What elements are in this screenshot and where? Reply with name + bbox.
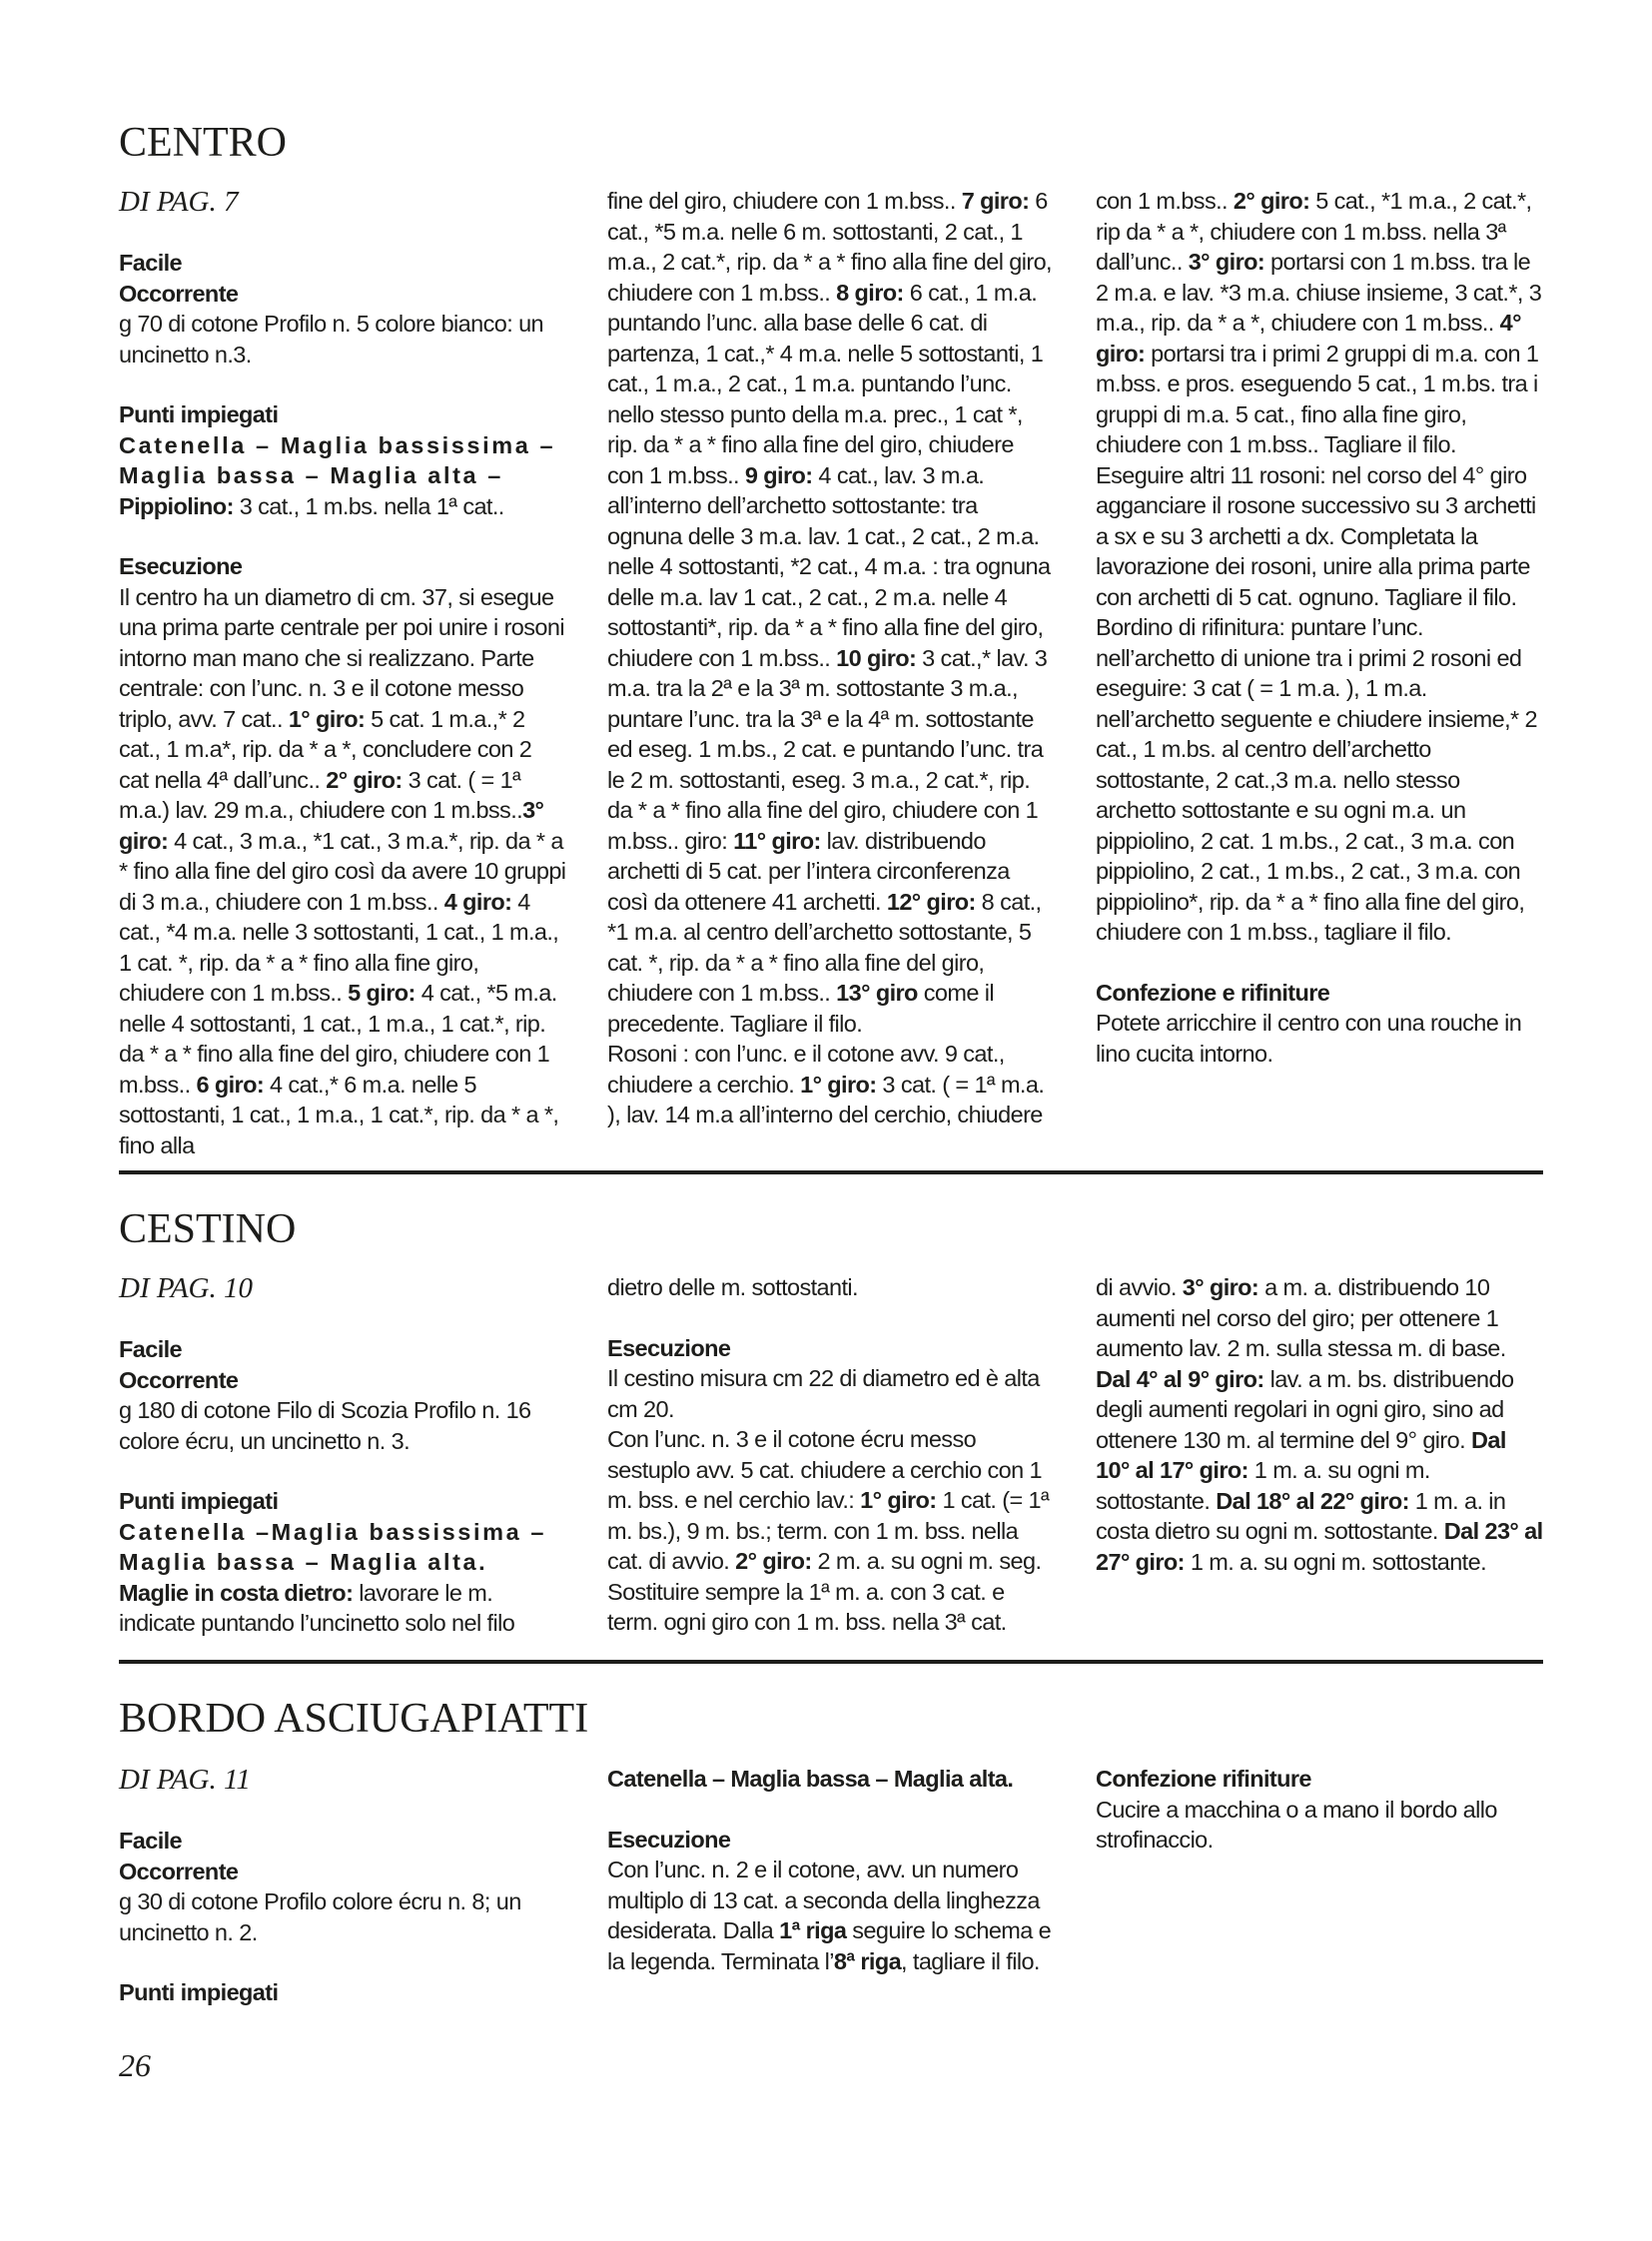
punti-list: Catenella –Maglia bassissima – Maglia bassa – Maglia alta. [119,1518,547,1575]
column-text: fine del giro, chiudere con 1 m.bss.. 7 giro: 6 cat., *5 m.a. nelle 6 m. sottostanti, 2 cat., 1 m.a., 2 cat.*, rip. da * a * fino alla fine del giro, chiudere con 1 m.bss.. 8 giro: 6 cat., 1 m.a. puntando l’unc. alla base delle 6 cat. di partenza, 1 cat.,* 4 m.a. nelle 5 sottostanti, 1 cat., 1 m.a., 2 cat., 1 m.a. puntando l’unc. nello stesso punto della m.a. prec., 1 cat *, rip. da * a * fino alla fine del giro, chiudere con 1 m.bss.. 9 giro: 4 cat., lav. 3 m.a. all’interno dell’archetto sottostante: tra ognuna delle 3 m.a. lav. 1 cat., 2 cat., 2 m.a. nelle 4 sottostanti, *2 cat., 4 m.a. : tra ognuna delle m.a. lav 1 cat., 2 cat., 2 m.a. nelle 4 sottostanti*, rip. da * a * fino alla fine del giro, chiudere con 1 m.bss.. 10 giro: 3 cat.,* lav. 3 m.a. tra la 2ª e la 3ª m. sottostante 3 m.a., puntare l’unc. tra la 3ª e la 4ª m. sottostante ed eseg. 1 m.bs., 2 cat. e puntando l’unc. tra le 2 m. sottostanti, eseg. 3 m.a., 2 cat.*, rip. da * a * fino alla fine del giro, chiudere con 1 m.bss.. giro: 11° giro: lav. distribuendo archetti di 5 cat. per l’intera circonferenza così da ottenere 41 archetti. 12° giro: 8 cat., *1 m.a. al centro dell’archetto sottostante, 5 cat. *, rip. da * a * fino alla fine del giro, chiudere con 1 m.bss.. 13° giro come il precedente. Tagliare il filo. [607,188,1052,1037]
punti-heading: Punti impiegati [119,401,279,427]
column-text: con 1 m.bss.. 2° giro: 5 cat., *1 m.a., 2 cat.*, rip da * a *, chiudere con 1 m.bss. nella 3ª dall’unc.. 3° giro: portarsi con 1 m.bss. tra le 2 m.a. e lav. *3 m.a. chiuse insieme, 3 cat.*, 3 m.a., rip. da * a *, chiudere con 1 m.bss.. 4° giro: portarsi tra i primi 2 gruppi di m.a. con 1 m.bss. e pros. eseguendo 5 cat., 1 m.bs. tra i gruppi di m.a. 5 cat., fino alla fine giro, chiudere con 1 m.bss.. Tagliare il filo. Eseguire altri 11 rosoni: nel corso del 4° giro agganciare il rosone successivo su 3 archetti a sx e su 3 archetti a dx. Completata la lavorazione dei rosoni, unire alla prima parte con archetti di 5 cat. ognuno. Tagliare il filo. Bordino di rifinitura: puntare l’unc. nell’archetto di unione tra i primi 2 rosoni ed eseguire: 3 cat ( = 1 m.a. ), 1 m.a. nell’archetto seguente e chiudere insieme,* 2 cat., 1 m.bs. al centro dell’archetto sottostante, 2 cat.,3 m.a. nello stesso archetto sottostante e su ogni m.a. un pippiolino, 2 cat. 1 m.bs., 2 cat., 3 m.a. con pippiolino, 2 cat., 1 m.bs., 2 cat., 3 m.a. con pippiolino*, rip. da * a * fino alla fine del giro, chiudere con 1 m.bss., tagliare il filo. [1096,188,1542,945]
esecuzione-heading: Esecuzione [119,553,243,579]
difficulty-label: Facile [119,1828,183,1854]
page-number: 26 [119,2047,151,2083]
confezione-heading: Confezione rifiniture [1096,1766,1311,1792]
punti-list: Catenella – Maglia bassa – Maglia alta. [607,1766,1014,1792]
esecuzione-text: Con l’unc. n. 2 e il cotone, avv. un numero multiplo di 13 cat. a seconda della linghezza desiderata. Dalla 1ª riga seguire lo schema e la legenda. Terminata l’8ª riga, tagliare il filo. [607,1857,1052,1974]
section-title: BORDO ASCIUGAPIATTI [119,1696,589,1742]
esecuzione-steps: Con l’unc. n. 3 e il cotone écru messo sestuplo avv. 5 cat. chiudere a cerchio con 1 m. bss. e nel cerchio lav.: 1° giro: 1 cat. (= 1ª m. bs.), 9 m. bs.; term. con 1 m. bss. nella cat. di avvio. 2° giro: 2 m. a. su ogni m. seg. Sostituire sempre la 1ª m. a. con 3 cat. e term. ogni giro con 1 m. bss. nella 3ª cat. [607,1426,1050,1635]
occorrente-heading: Occorrente [119,1858,239,1884]
confezione-text: Potete arricchire il centro con una rouche in lino cucita intorno. [1096,1010,1522,1067]
confezione-text: Cucire a macchina o a mano il bordo allo strofinaccio. [1096,1796,1497,1853]
column-1 [119,1826,566,2008]
column-3 [1096,1764,1543,1856]
difficulty-label: Facile [119,1336,183,1362]
occorrente-text: g 70 di cotone Profilo n. 5 colore bianco: un uncinetto n.3. [119,311,544,368]
esecuzione-text: Il centro ha un diametro di cm. 37, si esegue una prima parte centrale per poi unire i rosoni intorno man mano che si realizzano. Parte centrale: con l’unc. n. 3 e il cotone messo triplo, avv. 7 cat.. 1° giro: 5 cat. 1 m.a.,* 2 cat., 1 m.a*, rip. da * a *, concludere con 2 cat nella 4ª dall’unc.. 2° giro: 3 cat. ( = 1ª m.a.) lav. 29 m.a., chiudere con 1 m.bss..3° giro: 4 cat., 3 m.a., *1 cat., 3 m.a.*, rip. da * a * fino alla fine del giro così da avere 10 gruppi di 3 m.a., chiudere con 1 m.bss.. 4 giro: 4 cat., *4 m.a. nelle 3 sottostanti, 1 cat., 1 m.a., 1 cat. *, rip. da * a * fino alla fine giro, chiudere con 1 m.bss.. 5 giro: 4 cat., *5 m.a. nelle 4 sottostanti, 1 cat., 1 m.a., 1 cat.*, rip. da * a * fino alla fine del giro, chiudere con 1 m.bss.. 6 giro: 4 cat.,* 6 m.a. nelle 5 sottostanti, 1 cat., 1 m.a., 1 cat.*, rip. da * a *, fino alla [119,583,566,1158]
section-subtitle: DI PAG. 7 [119,186,239,218]
confezione-heading: Confezione e rifiniture [1096,979,1330,1006]
difficulty-label: Facile [119,250,183,276]
esecuzione-heading: Esecuzione [607,1334,731,1361]
punti-heading: Punti impiegati [119,1979,279,2005]
section-subtitle: DI PAG. 10 [119,1272,253,1304]
punti-heading: Punti impiegati [119,1488,279,1514]
punti-list: Catenella – Maglia bassissima – Maglia bassa – Maglia alta – [119,431,556,488]
section-bordo-asciugapiatti [119,0,1543,2097]
esecuzione-text: Il cestino misura cm 22 di diametro ed è alta cm 20. [607,1365,1040,1422]
section-subtitle: DI PAG. 11 [119,1764,251,1796]
column-2 [607,1764,1055,1976]
column-text: di avvio. 3° giro: a m. a. distribuendo 10 aumenti nel corso del giro; per ottenere 1 aumento lav. 2 m. sulla stessa m. di base. Dal 4° al 9° giro: lav. a m. bs. distribuendo degli aumenti regolari in ogni giro, sino ad ottenere 130 m. al termine del 9° giro. Dal 10° al 17° giro: 1 m. a. su ogni m. sottostante. Dal 18° al 22° giro: 1 m. a. in costa dietro su ogni m. sottostante. Dal 23° al 27° giro: 1 m. a. su ogni m. sottostante. [1096,1274,1543,1575]
section-title: CENTRO [119,120,287,166]
section-title: CESTINO [119,1206,297,1252]
occorrente-heading: Occorrente [119,280,239,307]
pippiolino-text: 3 cat., 1 m.bs. nella 1ª cat.. [233,492,504,519]
rosoni-text: Rosoni : con l’unc. e il cotone avv. 9 cat., chiudere a cerchio. 1° giro: 3 cat. ( = 1ª m.a. ), lav. 14 m.a all’interno del cerchio, chiudere [607,1041,1045,1127]
esecuzione-heading: Esecuzione [607,1826,731,1853]
occorrente-text: g 30 di cotone Profilo colore écru n. 8; un uncinetto n. 2. [119,1888,521,1945]
occorrente-heading: Occorrente [119,1366,239,1393]
column-text: dietro delle m. sottostanti. [607,1274,858,1300]
occorrente-text: g 180 di cotone Filo di Scozia Profilo n. 16 colore écru, un uncinetto n. 3. [119,1397,531,1454]
costa-text: Maglie in costa dietro: lavorare le m. indicate puntando l’uncinetto solo nel filo [119,1579,515,1636]
pippiolino-label: Pippiolino: [119,492,234,519]
